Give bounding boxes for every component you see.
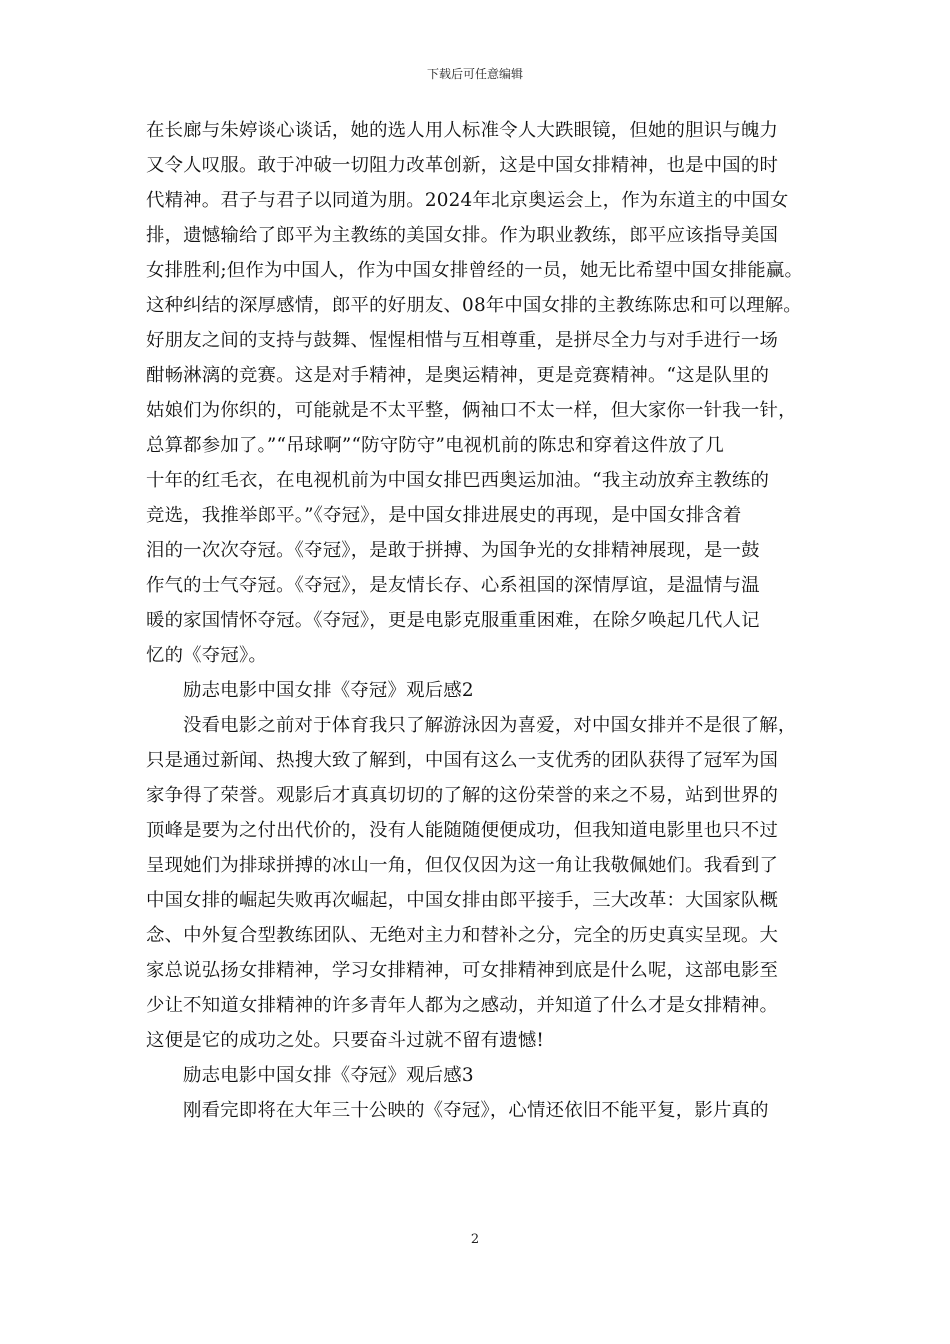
text-line: 好朋友之间的支持与鼓舞、惺惺相惜与互相尊重，是拼尽全力与对手进行一场 xyxy=(146,330,779,351)
text-line: 家总说弘扬女排精神，学习女排精神，可女排精神到底是什么呢，这部电影至 xyxy=(146,960,779,981)
text-line: 呈现她们为排球拼搏的冰山一角，但仅仅因为这一角让我敬佩她们。我看到了 xyxy=(146,855,779,876)
text-line: 顶峰是要为之付出代价的，没有人能随随便便成功，但我知道电影里也只不过 xyxy=(146,820,779,841)
text-line: 姑娘们为你织的，可能就是不太平整，俩袖口不太一样，但大家你一针我一针， xyxy=(146,400,797,421)
text-line: 排，遗憾输给了郎平为主教练的美国女排。作为职业教练，郎平应该指导美国 xyxy=(146,225,779,246)
text-line: 家争得了荣誉。观影后才真真切切的了解的这份荣誉的来之不易，站到世界的 xyxy=(146,785,779,806)
text-line: 这种纠结的深厚感情，郎平的好朋友、08年中国女排的主教练陈忠和可以理解。 xyxy=(146,295,802,316)
section-heading: 励志电影中国女排《夺冠》观后感2 xyxy=(183,680,474,701)
page-header: 下载后可任意编辑 xyxy=(426,67,523,81)
text-line: 竞选，我推举郎平。”《夺冠》，是中国女排进展史的再现，是中国女排含着 xyxy=(146,505,742,526)
section-heading: 励志电影中国女排《夺冠》观后感3 xyxy=(183,1065,474,1086)
text-line: 只是通过新闻、热搜大致了解到，中国有这么一支优秀的团队获得了冠军为国 xyxy=(146,750,779,771)
text-line: 这便是它的成功之处。只要奋斗过就不留有遗憾! xyxy=(146,1030,544,1051)
text-line: 又令人叹服。敢于冲破一切阻力改革创新，这是中国女排精神，也是中国的时 xyxy=(146,155,779,176)
text-line: 没看电影之前对于体育我只了解游泳因为喜爱，对中国女排并不是很了解， xyxy=(183,715,797,736)
text-line: 泪的一次次夺冠。《夺冠》，是敢于拼搏、为国争光的女排精神展现，是一鼓 xyxy=(146,540,760,561)
text-line: 刚看完即将在大年三十公映的《夺冠》，心情还依旧不能平复，影片真的 xyxy=(183,1100,769,1121)
text-line: 中国女排的崛起失败再次崛起，中国女排由郎平接手，三大改革：大国家队概 xyxy=(146,890,779,911)
text-line: 暖的家国情怀夺冠。《夺冠》，更是电影克服重重困难，在除夕唤起几代人记 xyxy=(146,610,760,631)
text-line: 总算都参加了。”“吊球啊”“防守防守”电视机前的陈忠和穿着这件放了几 xyxy=(146,435,724,456)
page-number: 2 xyxy=(470,1232,480,1247)
text-line: 念、中外复合型教练团队、无绝对主力和替补之分，完全的历史真实呈现。大 xyxy=(146,925,779,946)
text-line: 酣畅淋漓的竞赛。这是对手精神，是奥运精神，更是竞赛精神。“这是队里的 xyxy=(146,365,770,386)
text-line: 在长廊与朱婷谈心谈话，她的选人用人标准令人大跌眼镜，但她的胆识与魄力 xyxy=(146,120,779,141)
text-line: 少让不知道女排精神的许多青年人都为之感动，并知道了什么才是女排精神。 xyxy=(146,995,779,1016)
text-line: 代精神。君子与君子以同道为朋。2024年北京奥运会上，作为东道主的中国女 xyxy=(146,190,789,211)
document-body xyxy=(146,113,836,1128)
text-line: 十年的红毛衣，在电视机前为中国女排巴西奥运加油。“我主动放弃主教练的 xyxy=(146,470,770,491)
text-line: 作气的士气夺冠。《夺冠》，是友情长存、心系祖国的深情厚谊，是温情与温 xyxy=(146,575,760,596)
text-line: 女排胜利;但作为中国人，作为中国女排曾经的一员，她无比希望中国女排能赢。 xyxy=(146,260,804,281)
text-line: 忆的《夺冠》。 xyxy=(146,645,267,666)
